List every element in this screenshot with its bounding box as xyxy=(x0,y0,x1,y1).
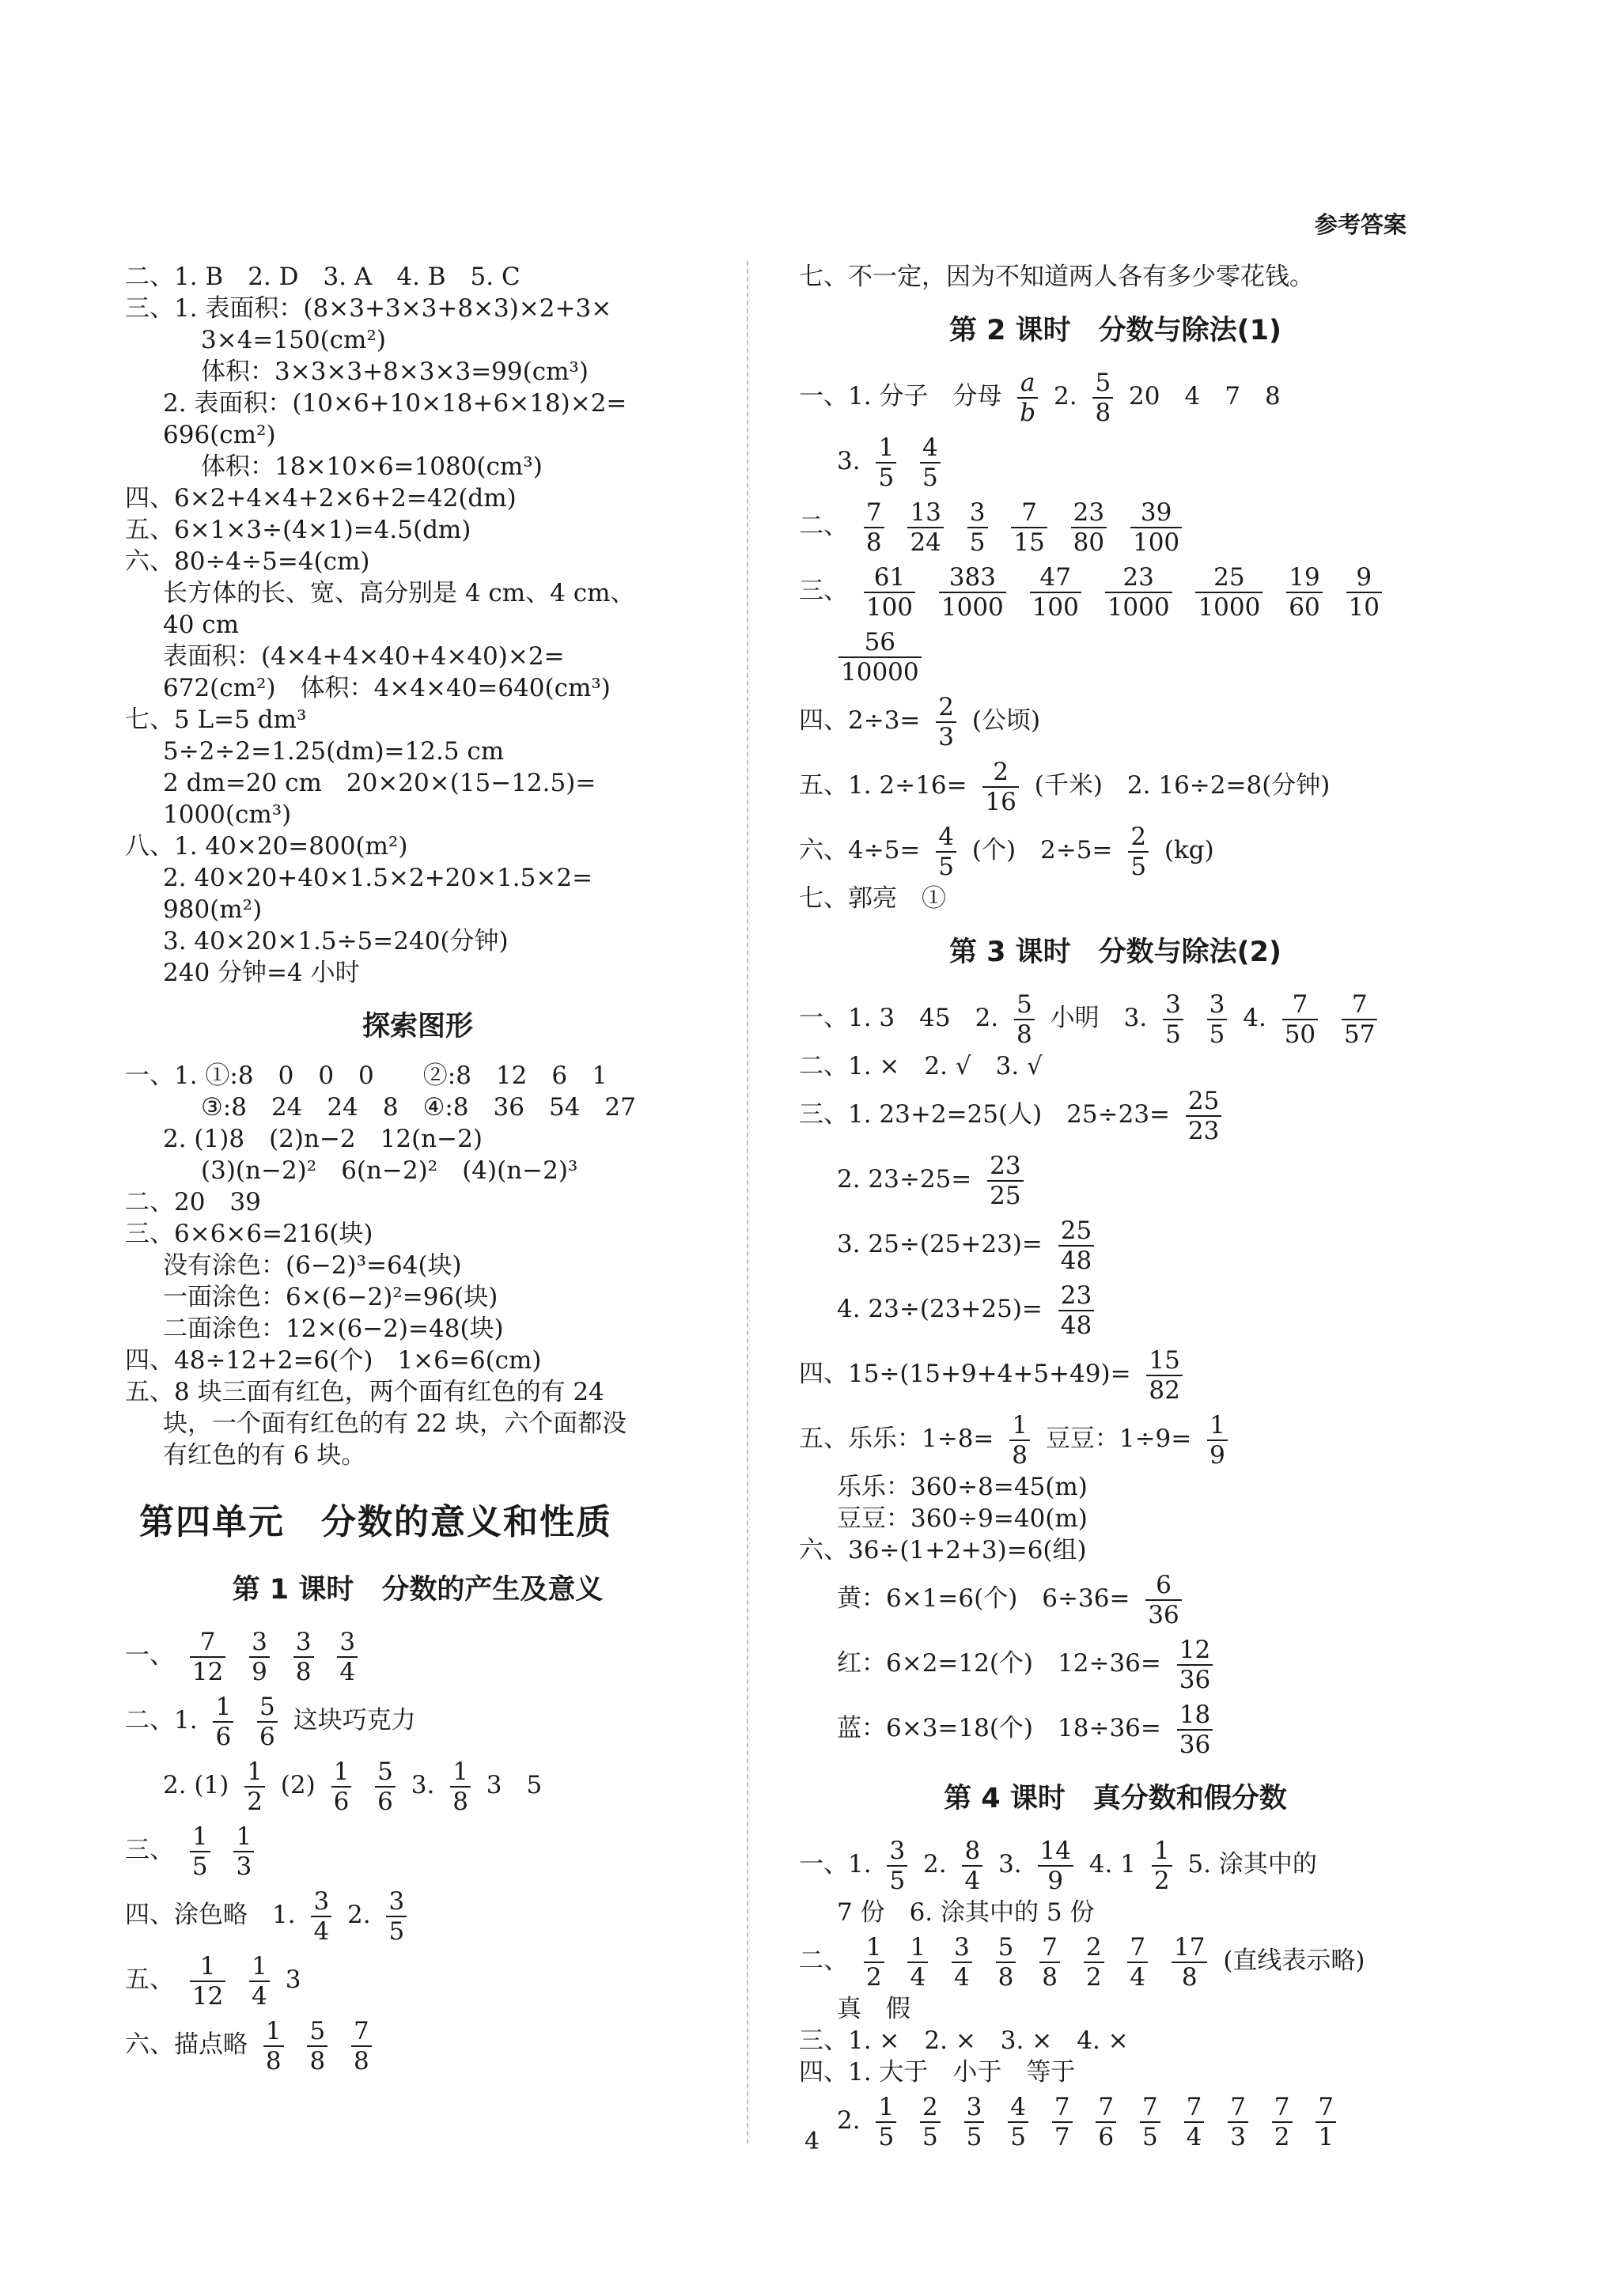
fraction: $\frac{7}{4}$ xyxy=(1184,2093,1205,2151)
fraction: $\frac{2}{5}$ xyxy=(1128,823,1149,881)
fraction: $\frac{2}{5}$ xyxy=(920,2093,941,2151)
fraction: $\frac{3}{5}$ xyxy=(386,1887,407,1946)
answer-line: 二、 $\frac{7}{8}$ $\frac{13}{24}$ $\frac{3}{5}$ $\frac{7}{15}$ $\frac{23}{80}$ $\frac{39}{100}$ xyxy=(799,494,1432,558)
fraction: $\frac{1}{6}$ xyxy=(331,1757,352,1816)
answer-line: 672(cm²) 体积：4×4×40=640(cm³) xyxy=(163,674,611,702)
fraction: $\frac{14}{9}$ xyxy=(1038,1837,1073,1895)
answer-line: 2. 表面积：(10×6+10×18+6×18)×2= xyxy=(163,389,627,418)
answer-line: 体积：18×10×6=1080(cm³) xyxy=(201,452,543,481)
answer-line: 二、 $\frac{1}{2}$ $\frac{1}{4}$ $\frac{3}{4}$ $\frac{5}{8}$ $\frac{7}{8}$ $\frac{2}{2}$ $\frac{7}{4}$ $\frac{17}{8}$ (直线表示略) xyxy=(799,1932,1365,1992)
answer-line: 五、6×1×3÷(4×1)=4.5(dm) xyxy=(125,516,471,544)
fraction: $\frac{56}{10000}$ xyxy=(838,628,922,687)
fraction: $\frac{1}{9}$ xyxy=(1207,1411,1228,1470)
answer-line: 表面积：(4×4+4×40+4×40)×2= xyxy=(163,642,565,671)
answer-line: 二、1. B 2. D 3. A 4. B 5. C xyxy=(125,263,521,291)
fraction: $\frac{3}{8}$ xyxy=(293,1628,314,1686)
fraction: $\frac{1}{3}$ xyxy=(233,1822,254,1881)
fraction: $\frac{3}{4}$ xyxy=(311,1887,331,1946)
unit-title: 第四单元 分数的意义和性质 xyxy=(139,1502,612,1542)
section-heading: 第 3 课时 分数与除法(2) xyxy=(948,936,1282,968)
answer-line: 五、 $\frac{1}{12}$ $\frac{1}{4}$ 3 xyxy=(125,1951,301,2011)
answer-line: 980(m²) xyxy=(163,895,263,924)
fraction: $\frac{3}{5}$ xyxy=(887,1837,907,1895)
fraction: $\frac{23}{1000}$ xyxy=(1105,563,1172,622)
fraction: $\frac{1}{6}$ xyxy=(213,1693,233,1751)
answer-line: 六、4÷5= $\frac{4}{5}$ (个) 2÷5= $\frac{2}{5}$ (kg) xyxy=(799,822,1214,881)
answer-line: 5÷2÷2=1.25(dm)=12.5 cm xyxy=(163,737,505,766)
fraction: $\frac{7}{7}$ xyxy=(1052,2093,1073,2151)
fraction: $\frac{7}{5}$ xyxy=(1140,2093,1160,2151)
answer-line: 六、36÷(1+2+3)=6(组) xyxy=(799,1536,1087,1564)
section-heading: 第 4 课时 真分数和假分数 xyxy=(944,1783,1287,1814)
answer-line: 2 dm=20 cm 20×20×(15−12.5)= xyxy=(163,769,596,797)
answer-line: 四、1. 大于 小于 等于 xyxy=(799,2058,1076,2087)
fraction: $\frac{2}{3}$ xyxy=(936,693,956,751)
answer-line: 一、1. 3 45 2. $\frac{5}{8}$ 小明 3. $\frac{3}{5}$ $\frac{3}{5}$ 4. $\frac{7}{50}$ $\frac{7}{57}$ xyxy=(799,986,1432,1050)
answer-line: 三、1. × 2. × 3. × 4. × xyxy=(799,2026,1129,2055)
section-heading: 探索图形 xyxy=(362,1011,473,1042)
answer-line: 一、 $\frac{7}{12}$ $\frac{3}{9}$ $\frac{3}{8}$ $\frac{3}{4}$ xyxy=(125,1623,710,1688)
fraction: $\frac{1}{2}$ xyxy=(244,1757,265,1816)
fraction: $\frac{1}{2}$ xyxy=(1152,1837,1172,1895)
fraction: $\frac{1}{4}$ xyxy=(907,1933,928,1992)
answer-line: 2. 40×20+40×1.5×2+20×1.5×2= xyxy=(163,864,593,892)
fraction: $\frac{7}{50}$ xyxy=(1282,990,1318,1049)
fraction: $\frac{1}{8}$ xyxy=(450,1757,471,1816)
fraction: $\frac{3}{9}$ xyxy=(249,1628,270,1686)
fraction: $\frac{7}{8}$ xyxy=(864,498,884,557)
answer-line: 七、不一定，因为不知道两人各有多少零花钱。 xyxy=(799,263,1314,291)
answer-line: 没有涂色：(6−2)³=64(块) xyxy=(163,1251,462,1280)
fraction: $\frac{23}{80}$ xyxy=(1071,498,1107,557)
fraction: $\frac{13}{24}$ xyxy=(907,498,943,557)
fraction: $\frac{8}{4}$ xyxy=(962,1837,982,1895)
fraction: $\frac{5}{6}$ xyxy=(375,1757,396,1816)
fraction: $\frac{25}{48}$ xyxy=(1058,1216,1094,1275)
answer-line: 三、1. 表面积：(8×3+3×3+8×3)×2+3× xyxy=(125,294,612,323)
fraction: $\frac{7}{12}$ xyxy=(190,1628,225,1686)
answer-line: 有红色的有 6 块。 xyxy=(163,1441,366,1470)
fraction: $\frac{6}{36}$ xyxy=(1145,1571,1181,1629)
fraction: $\frac{3}{5}$ xyxy=(967,498,988,557)
answer-line: 4. 23÷(23+25)= $\frac{23}{48}$ xyxy=(799,1277,1432,1341)
fraction: $\frac{9}{10}$ xyxy=(1346,563,1382,622)
answer-line: 豆豆：360÷9=40(m) xyxy=(837,1504,1088,1533)
answer-line: 二、20 39 xyxy=(125,1188,261,1216)
answer-line: 3. 40×20×1.5÷5=240(分钟) xyxy=(163,927,509,955)
section-heading: 第 1 课时 分数的产生及意义 xyxy=(232,1574,604,1606)
answer-line: 三、 $\frac{61}{100}$ $\frac{383}{1000}$ $\frac{47}{100}$ $\frac{23}{1000}$ $\frac{25}{1000}$ $\frac{19}{60}$ $\frac{9}{10}$ xyxy=(799,558,1432,623)
fraction: $\frac{7}{57}$ xyxy=(1342,990,1377,1049)
fraction: $\frac{7}{15}$ xyxy=(1011,498,1047,557)
fraction: $\frac{5}{6}$ xyxy=(257,1693,278,1751)
fraction: $\frac{5}{8}$ xyxy=(307,2017,327,2075)
answer-line: 一面涂色：6×(6−2)²=96(块) xyxy=(163,1283,498,1311)
answer-line: 3×4=150(cm²) xyxy=(201,326,386,354)
answer-line: 五、乐乐：1÷8= $\frac{1}{8}$ 豆豆：1÷9= $\frac{1}{9}$ xyxy=(799,1406,1432,1471)
fraction: $\frac{19}{60}$ xyxy=(1286,563,1322,622)
answer-line: 四、15÷(15+9+4+5+49)= $\frac{15}{82}$ xyxy=(799,1341,1432,1406)
fraction: $\frac{7}{4}$ xyxy=(1127,1933,1148,1992)
answer-line: 红：6×2=12(个) 12÷36= $\frac{12}{36}$ xyxy=(799,1631,1432,1696)
fraction: $\frac{18}{36}$ xyxy=(1177,1701,1213,1759)
fraction: $\frac{3}{5}$ xyxy=(1207,990,1228,1049)
answer-line: 真 假 xyxy=(837,1995,910,2023)
answer-line: 体积：3×3×3+8×3×3=99(cm³) xyxy=(201,358,589,386)
fraction: $\frac{1}{5}$ xyxy=(876,2093,896,2151)
fraction: $\frac{1}{4}$ xyxy=(249,1952,270,2011)
fraction: $\frac{2}{16}$ xyxy=(982,758,1018,816)
answer-line: 一、1. ①:8 0 0 0 ②:8 12 6 1 xyxy=(125,1061,608,1090)
fraction: $\frac{1}{5}$ xyxy=(876,433,896,492)
fraction: $\frac{383}{1000}$ xyxy=(939,563,1006,622)
fraction: $\frac{a}{b}$ xyxy=(1017,369,1038,427)
fraction: $\frac{7}{2}$ xyxy=(1272,2093,1293,2151)
fraction: $\frac{1}{8}$ xyxy=(263,2017,284,2075)
answer-line: 七、5 L=5 dm³ xyxy=(125,706,307,734)
fraction: $\frac{4}{5}$ xyxy=(920,433,941,492)
answer-line: 块，一个面有红色的有 22 块，六个面都没 xyxy=(163,1409,627,1438)
answer-line: 7 份 6. 涂其中的 5 份 xyxy=(837,1898,1095,1927)
answer-line: 四、2÷3= $\frac{2}{3}$ (公顷) xyxy=(799,692,1041,751)
fraction: $\frac{3}{5}$ xyxy=(964,2093,985,2151)
fraction: $\frac{3}{5}$ xyxy=(1163,990,1183,1049)
answer-line: 1000(cm³) xyxy=(163,800,292,829)
fraction: $\frac{25}{23}$ xyxy=(1186,1087,1221,1145)
fraction: $\frac{12}{36}$ xyxy=(1177,1636,1213,1694)
answer-line: 蓝：6×3=18(个) 18÷36= $\frac{18}{36}$ xyxy=(799,1696,1432,1761)
fraction: $\frac{7}{8}$ xyxy=(1039,1933,1060,1992)
answer-line: 三、1. 23+2=25(人) 25÷23= $\frac{25}{23}$ xyxy=(799,1082,1432,1147)
answer-line xyxy=(799,623,1432,688)
answer-line: 3. 25÷(25+23)= $\frac{25}{48}$ xyxy=(799,1212,1432,1277)
fraction: $\frac{1}{5}$ xyxy=(190,1822,210,1881)
answer-line: 五、8 块三面有红色，两个面有红色的有 24 xyxy=(125,1378,604,1406)
fraction: $\frac{39}{100}$ xyxy=(1130,498,1182,557)
answer-line: 长方体的长、宽、高分别是 4 cm、4 cm、 xyxy=(163,579,635,607)
page-number: 4 xyxy=(804,2128,820,2155)
answer-line: 2. 23÷25= $\frac{23}{25}$ xyxy=(799,1147,1432,1212)
answer-line: ③:8 24 24 8 ④:8 36 54 27 xyxy=(201,1093,636,1122)
answer-line: 六、80÷4÷5=4(cm) xyxy=(125,547,370,576)
answer-line: 2. (1)8 (2)n−2 12(n−2) xyxy=(163,1125,483,1153)
answer-line: 乐乐：360÷8=45(m) xyxy=(837,1473,1088,1501)
fraction: $\frac{5}{8}$ xyxy=(996,1933,1016,1992)
answer-line: (3)(n−2)² 6(n−2)² (4)(n−2)³ xyxy=(201,1156,578,1185)
answer-line: 七、郭亮 ① xyxy=(799,884,946,913)
answer-line: 240 分钟=4 小时 xyxy=(163,959,360,987)
answer-line: 696(cm²) xyxy=(163,421,276,449)
fraction: $\frac{3}{4}$ xyxy=(952,1933,972,1992)
answer-line: 二、1. × 2. √ 3. √ xyxy=(799,1052,1043,1080)
fraction: $\frac{4}{5}$ xyxy=(936,823,956,881)
right-column xyxy=(799,261,1432,2153)
answer-line: 四、6×2+4×4+2×6+2=42(dm) xyxy=(125,484,517,513)
fraction: $\frac{1}{2}$ xyxy=(864,1933,884,1992)
fraction: $\frac{2}{2}$ xyxy=(1084,1933,1104,1992)
answer-line: 2. (1) $\frac{1}{2}$ (2) $\frac{1}{6}$ $\frac{5}{6}$ 3. $\frac{1}{8}$ 3 5 xyxy=(163,1757,543,1816)
fraction: $\frac{61}{100}$ xyxy=(864,563,915,622)
page-header: 参考答案 xyxy=(1314,211,1406,238)
answer-line: 三、6×6×6=216(块) xyxy=(125,1220,373,1248)
fraction: $\frac{7}{1}$ xyxy=(1315,2093,1336,2151)
answer-line: 二、1. $\frac{1}{6}$ $\frac{5}{6}$ 这块巧克力 xyxy=(125,1692,416,1751)
fraction: $\frac{17}{8}$ xyxy=(1172,1933,1207,1992)
fraction: $\frac{5}{8}$ xyxy=(1014,990,1035,1049)
answer-line: 一、1. $\frac{3}{5}$ 2. $\frac{8}{4}$ 3. $\frac{14}{9}$ 4. 1 $\frac{1}{2}$ 5. 涂其中的 xyxy=(799,1836,1317,1895)
answer-line: 二面涂色：12×(6−2)=48(块) xyxy=(163,1315,504,1343)
answer-line: 五、1. 2÷16= $\frac{2}{16}$ (千米) 2. 16÷2=8(分钟) xyxy=(799,757,1331,816)
answer-line: 八、1. 40×20=800(m²) xyxy=(125,832,408,861)
fraction: $\frac{23}{25}$ xyxy=(987,1152,1023,1210)
answer-line: 四、涂色略 1. $\frac{3}{4}$ 2. $\frac{3}{5}$ xyxy=(125,1882,710,1947)
fraction: $\frac{3}{4}$ xyxy=(337,1628,358,1686)
answer-line: 一、1. 分子 分母 $\frac{a}{b}$ 2. $\frac{5}{8}$ 20 4 7 8 xyxy=(799,368,1281,427)
answer-line: 六、描点略 $\frac{1}{8}$ $\frac{5}{8}$ $\frac{7}{8}$ xyxy=(125,2012,710,2077)
fraction: $\frac{7}{3}$ xyxy=(1228,2093,1248,2151)
fraction: $\frac{4}{5}$ xyxy=(1008,2093,1028,2151)
answer-line: 三、 $\frac{1}{5}$ $\frac{1}{3}$ xyxy=(125,1818,710,1882)
fraction: $\frac{1}{8}$ xyxy=(1009,1411,1030,1470)
fraction: $\frac{15}{82}$ xyxy=(1146,1346,1182,1405)
answer-line: 四、48÷12+2=6(个) 1×6=6(cm) xyxy=(125,1346,542,1375)
fraction: $\frac{47}{100}$ xyxy=(1030,563,1081,622)
answer-line: 黄：6×1=6(个) 6÷36= $\frac{6}{36}$ xyxy=(799,1566,1432,1631)
fraction: $\frac{5}{8}$ xyxy=(1092,369,1113,427)
answer-line: 40 cm xyxy=(163,611,240,639)
left-column xyxy=(125,261,710,2077)
fraction: $\frac{23}{48}$ xyxy=(1058,1281,1094,1340)
answer-line: 3. $\frac{1}{5}$ $\frac{4}{5}$ xyxy=(799,429,1432,494)
fraction: $\frac{25}{1000}$ xyxy=(1195,563,1262,622)
column-divider xyxy=(747,261,748,2143)
answer-line: 2. $\frac{1}{5}$ $\frac{2}{5}$ $\frac{3}{5}$ $\frac{4}{5}$ $\frac{7}{7}$ $\frac{7}{6}$ $\frac{7}{5}$ $\frac{7}{4}$ $\frac{7}{3}$ $\frac{7}{2}$ $\frac{7}{1}$ xyxy=(799,2088,1432,2153)
fraction: $\frac{7}{8}$ xyxy=(351,2017,372,2075)
fraction: $\frac{7}{6}$ xyxy=(1096,2093,1116,2151)
fraction: $\frac{1}{12}$ xyxy=(190,1952,225,2011)
section-heading: 第 2 课时 分数与除法(1) xyxy=(948,315,1282,346)
